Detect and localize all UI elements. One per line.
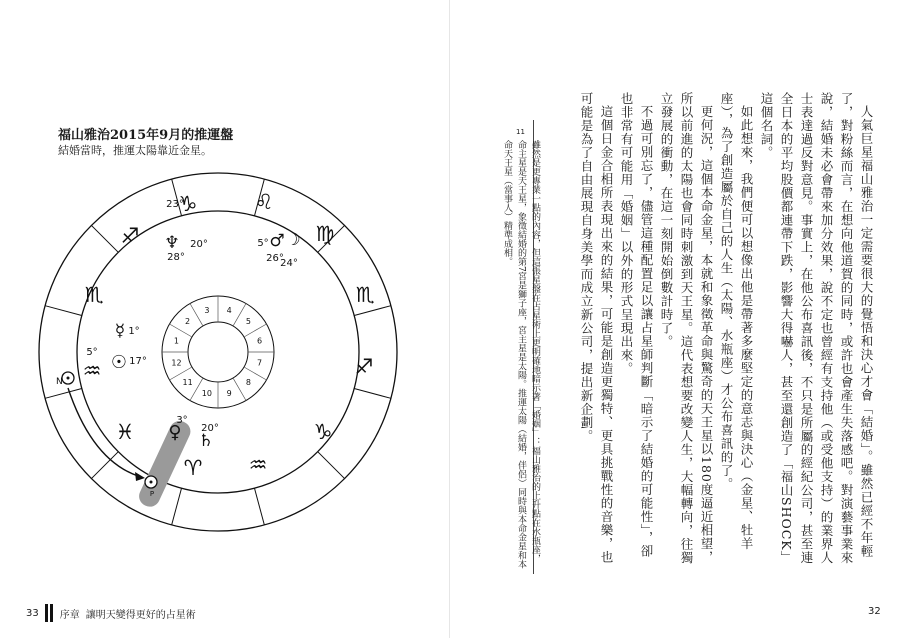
sign-divider xyxy=(354,388,391,398)
house-number: 10 xyxy=(201,389,212,399)
moon-icon: ☽ xyxy=(285,230,301,250)
sagittarius-icon: ♐ xyxy=(120,224,140,248)
capricorn-icon: ♑ xyxy=(178,192,198,216)
house-cusp xyxy=(190,304,203,327)
venus-icon: ♀ xyxy=(168,422,182,443)
house-cusp xyxy=(233,378,246,401)
house-number: 1 xyxy=(173,336,180,346)
capricorn-lower-icon: ♑ xyxy=(313,420,333,444)
paragraph: 人氣巨星福山雅治一定需要很大的覺悟和決心才會「結婚」。雖然已經不年輕了，對粉絲而言，在想向他道賀的同時，或許也會產生失落感吧。對演藝事業來說，結婚未必會帶來加分效果，說不定也曾經有支持他（或受他支持）的業界人士表達過反對意見。事實上，在他公布喜訊後，不只是所屬的經紀公司，甚至連全日本的平均股價都連帶下跌，影響大得嚇人，甚至還創造了「福山SHOCK」這個名詞。 xyxy=(759,92,874,565)
progressed-sun-label: P xyxy=(149,490,155,498)
note-number: 11 xyxy=(516,128,525,136)
house-number: 4 xyxy=(226,305,232,315)
header-bars-icon xyxy=(45,604,54,622)
house-number: 6 xyxy=(256,336,263,346)
sun-icon: ☉ xyxy=(110,352,128,373)
sign-divider xyxy=(91,225,118,252)
saturn-degree: 24° xyxy=(280,258,298,269)
mars-degree: 5° xyxy=(257,238,269,249)
sign-divider xyxy=(254,488,264,525)
saturn-lower-icon: ♄ xyxy=(198,431,214,451)
center-ring xyxy=(188,322,248,382)
page-number-left: 33 xyxy=(26,607,39,619)
paragraph: 更何況，這個本命金星，本就和象徵革命與驚奇的天王星以180度逼近相望，所以前進的太陽也會同時刺激到天王星。這代表想要改變人生，大幅轉向，往獨立發展的衝動，在這一刻開始倒數計時了。 xyxy=(659,92,714,565)
aquarius-icon: ♒ xyxy=(82,359,102,383)
natal-sun-label: N xyxy=(56,377,63,387)
house-cusp xyxy=(233,304,246,327)
page-number-right: 32 xyxy=(868,606,881,617)
house-number: 7 xyxy=(256,358,263,368)
chapter-title: 讓明天變得更好的占星術 xyxy=(85,609,196,621)
chapter-label: 序章 xyxy=(59,609,80,621)
running-header xyxy=(26,604,196,622)
sign-divider xyxy=(45,388,82,398)
neptune-icon: ♆ xyxy=(164,233,180,253)
house-number: 12 xyxy=(171,358,182,368)
paragraph: 這個日金合相所表現出來的結果，可能是創造更獨特、更具挑戰性的音樂，也可能是為了自由展現自身美學而成立新公司，提出新企劃。 xyxy=(579,92,614,564)
sun-degree: 17° xyxy=(129,356,147,367)
house-number: 5 xyxy=(245,317,251,327)
chart-title: 福山雅治2015年9月的推運盤 xyxy=(58,128,234,143)
chart-subtitle: 結婚當時，推運太陽靠近金星。 xyxy=(58,144,212,157)
virgo-icon: ♍ xyxy=(315,222,335,246)
pisces-icon: ♓ xyxy=(115,420,135,444)
sign-divider xyxy=(354,306,391,316)
house-number: 11 xyxy=(182,377,193,387)
aquarius-lower-icon: ♒ xyxy=(248,453,268,477)
body-text xyxy=(576,92,876,570)
sign-divider xyxy=(91,452,118,479)
neptune-degree: 20° xyxy=(190,239,208,250)
house-number: 3 xyxy=(204,305,210,315)
scorpio-icon: ♏ xyxy=(84,283,104,307)
mars-icon: ♂ xyxy=(269,231,285,251)
capricorn-degree: 23° xyxy=(166,199,184,210)
uranus-degree: 20° xyxy=(201,423,219,434)
venus-degree: 3° xyxy=(176,415,188,426)
right-page xyxy=(450,0,900,638)
sagittarius-right-icon: ♐ xyxy=(354,355,374,379)
sign-divider xyxy=(172,488,182,525)
sign-divider xyxy=(45,306,82,316)
jupiter-degree: 28° xyxy=(167,252,185,263)
aries-icon: ♈ xyxy=(183,456,203,480)
house-number: 9 xyxy=(226,389,232,399)
aquarius-sign-top-icon: ♌ xyxy=(254,190,274,214)
libra-icon: ♏ xyxy=(355,283,375,307)
mercury-degree: 1° xyxy=(128,326,140,337)
paragraph: 不過可別忘了，儘管這種配置足以讓占星師判斷「暗示了結婚的可能性」，卻也非常有可能用「婚姻」以外的形式呈現出來。 xyxy=(619,92,654,558)
mercury-icon: ☿ xyxy=(114,321,126,341)
house-number: 2 xyxy=(185,317,191,327)
sign-divider xyxy=(318,452,345,479)
ascendant-degree: 5° xyxy=(86,347,98,358)
paragraph: 如此想來，我們便可以想像出他是帶著多麼堅定的意志與決心（金星、牡羊座），為了創造屬於自己的人生（太陽、水瓶座）才公布喜訊的了。 xyxy=(719,92,754,550)
moon-degree: 26° xyxy=(266,253,284,264)
footnote: 雖然是更專業一點的內容，但這張星盤在占星術上更明確地暗示著「婚姻」：福山雅治的上升點在水瓶座，命主星是天王星，象徵結婚的第7宮是獅子座，宮主星是太陽。推運太陽（結婚，伴侶）同時與本命金星和本命天王星（當事人）精準成相。 xyxy=(502,140,540,569)
house-number: 8 xyxy=(245,377,251,387)
arrow-head-icon xyxy=(135,472,145,481)
house-lines xyxy=(162,296,274,408)
